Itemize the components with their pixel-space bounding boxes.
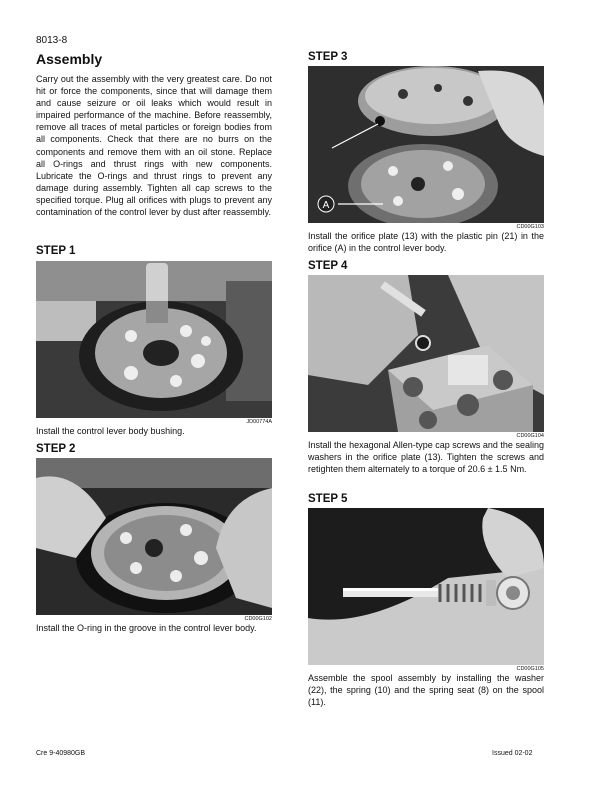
step-4-caption: Install the hexagonal Allen-type cap screws and the sealing washers in the orifice plate (13). Tighten the screws and retighten them alternately to a torque of 20.6 ± 1.5 Nm. (308, 440, 544, 474)
step-4-photo-code: CD00G104 (516, 433, 544, 439)
step-1-caption: Install the control lever body bushing. (36, 426, 185, 436)
step-1-photo-code: JD00774A (246, 419, 272, 425)
step-4-heading: STEP 4 (308, 260, 348, 272)
step-2-caption: Install the O-ring in the groove in the control lever body. (36, 623, 257, 633)
step-2-photo-code: CD00G102 (244, 616, 272, 622)
step-1-photo (36, 261, 272, 418)
step-5-photo (308, 508, 544, 665)
footer-issue-date: Issued 02-02 (492, 750, 533, 757)
step-3-photo-code: CD00G103 (516, 224, 544, 230)
step-3-photo (308, 66, 544, 223)
page-number: 8013-8 (36, 35, 68, 46)
step-3-heading: STEP 3 (308, 51, 348, 63)
step-4-photo (308, 275, 544, 432)
step-5-photo-code: CD00G105 (516, 666, 544, 672)
intro-paragraph: Carry out the assembly with the very greatest care. Do not hit or force the components, since that will damage them and cause seizure or oil leaks which would result in impaired performance of the machine. Before reassembly, remove all traces of metal particles or foreign bodies from all components. Check that there are no burrs on the components and remove them with an oil stone. Replace all O-rings and thrust rings with new components. Lubricate the O-rings and thrust rings to prevent any damage during assembly. Tighten all cap screws to the specified torque. Plug all orifices with plugs to prevent any contamination of the control lever by dust after reassembly. (36, 74, 272, 218)
step-3-caption: Install the orifice plate (13) with the plastic pin (21) in the orifice (A) in the control lever body. (308, 231, 544, 253)
step-1-heading: STEP 1 (36, 245, 76, 257)
footer-document-code: Cre 9-40980GB (36, 750, 86, 757)
step-2-heading: STEP 2 (36, 443, 76, 455)
step-3-photo-label: A (322, 200, 330, 211)
step-2-photo (36, 458, 272, 615)
section-title: Assembly (36, 51, 103, 67)
step-5-heading: STEP 5 (308, 493, 348, 505)
step-5-caption: Assemble the spool assembly by installing the washer (22), the spring (10) and the spring seat (8) on the spool (11). (308, 673, 544, 707)
